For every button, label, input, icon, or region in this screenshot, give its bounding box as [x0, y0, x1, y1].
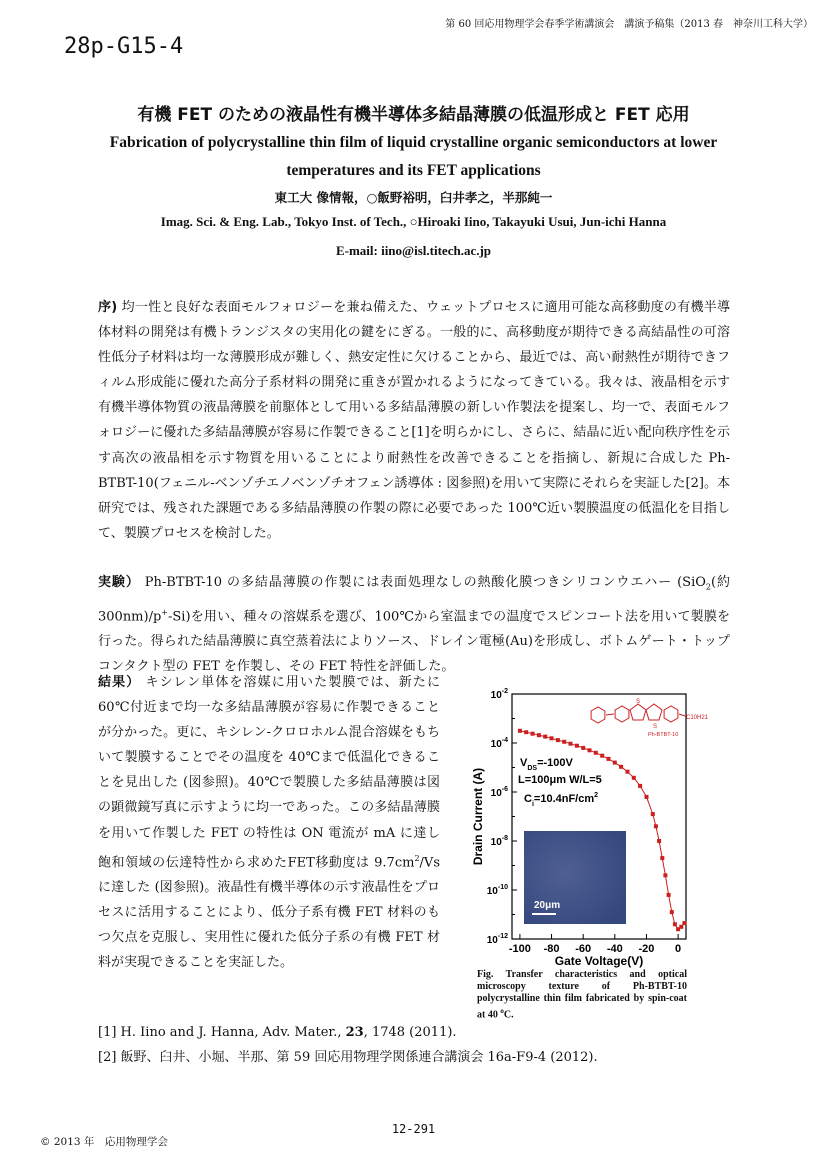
x-tick-label: 0 [675, 943, 682, 955]
ref1-text-a: [1] H. Iino and J. Hanna, Adv. Mater., [98, 1025, 346, 1040]
data-point [543, 735, 547, 739]
benzo-ring-left [615, 706, 629, 722]
channel-annotation: L=100μm W/L=5 [518, 774, 602, 786]
data-point [645, 795, 649, 799]
alkyl-bond [679, 714, 685, 716]
results-heading: 結果） [98, 675, 141, 690]
data-point [588, 748, 592, 752]
data-point [619, 765, 623, 769]
data-point [626, 770, 630, 774]
molecule-label: Ph-BTBT-10 [648, 732, 679, 738]
data-point [575, 744, 579, 748]
copyright: © 2013 年 応用物理学会 [40, 1136, 168, 1148]
capacitance-annotation: $C_i=10.4nF/cm^2$ [524, 792, 599, 808]
data-point [673, 922, 677, 926]
reference-1 [98, 1020, 598, 1045]
experiment-section [98, 570, 730, 679]
transfer-chart [462, 684, 709, 968]
data-point [581, 746, 585, 750]
intro-heading: 序) [98, 300, 118, 315]
benzo-ring-right [664, 706, 678, 722]
data-point [657, 839, 661, 843]
experiment-text-b: (約 300nm)/p [98, 575, 730, 625]
data-point [607, 757, 611, 761]
data-point [670, 910, 674, 914]
data-point [562, 740, 566, 744]
vds-annotation: $V_{DS}=-100V$ [520, 757, 573, 772]
caption-text-b: C. [503, 1009, 514, 1021]
data-point [600, 754, 604, 758]
title-english: Fabrication of polycrystalline thin film of liquid crystalline organic semiconductors at lower temperatures and its FET applications [109, 134, 718, 179]
data-point [550, 736, 554, 740]
y-tick-label: $10^{-8}$ [490, 835, 508, 848]
data-point [518, 729, 522, 733]
data-point [613, 761, 617, 765]
experiment-sup: + [161, 607, 168, 617]
experiment-text-c: -Si)を用い、種々の溶媒系を選び、100℃から室温までの温度でスピンコート法を用いて製膜を行った。得られた結晶薄膜に真空蒸着法によりソース、ドレイン電極(Au)を形成し、ボトムゲート・トップコンタクト型の FET を作製し、その FET 特性を評価した。 [98, 609, 730, 675]
y-axis-label: Drain Current (A) [471, 767, 485, 866]
experiment-heading: 実験） [98, 575, 140, 590]
thiophene-ring-2 [646, 704, 662, 720]
x-tick-label: -60 [575, 943, 592, 955]
intro-section [98, 295, 730, 546]
results-text-a: キシレン単体を溶媒に用いた製膜では、新たに 60℃付近まで均一な多結晶薄膜が容易に作製できることが分かった。更に、キシレン-クロロホルム混合溶媒をもちいて製膜することでその温度を 40℃まで低温化できることを見出した (図参照)。40℃で製膜した多結晶薄膜は図の顕微鏡写真に示すように均一であった。この多結晶薄膜を用いて作製した FET の特性は ON 電流が mA に達し飽和領域の伝達特性から求めたFET移動度は 9.7cm [98, 675, 440, 870]
y-tick-label: $10^{-4}$ [490, 737, 508, 750]
data-point [556, 738, 560, 742]
results-sup: 2 [414, 853, 420, 863]
x-axis-label: Gate Voltage(V) [554, 954, 644, 968]
data-point [594, 751, 598, 755]
data-point [531, 732, 535, 736]
scale-bar-label: 20μm [534, 900, 561, 911]
data-point [524, 730, 528, 734]
figure-caption [477, 969, 687, 1021]
data-point [660, 856, 664, 860]
title-japanese: 有機 FET のための液晶性有機半導体多結晶薄膜の低温形成と FET 応用 [137, 105, 690, 125]
caption-text-a: Fig. Transfer characteristics and optical microscopy texture of Ph-BTBT-10 polycrystalline thin film fabricated by spin-coat at 40 [477, 969, 687, 1021]
data-point [679, 925, 683, 929]
ring-bond [606, 714, 614, 715]
phenyl-ring [591, 707, 605, 723]
page-number: 12-291 [391, 1122, 436, 1136]
alkyl-label: C10H21 [686, 715, 709, 721]
y-tick-label: $10^{-12}$ [486, 933, 508, 946]
reference-2: [2] 飯野、臼井、小堀、半那、第 59 回応用物理学関係連合講演会 16a-F9-4 (2012). [98, 1050, 598, 1065]
y-tick-label: $10^{-10}$ [486, 884, 508, 897]
data-point [667, 893, 671, 897]
y-tick-label: $10^{-2}$ [490, 688, 508, 701]
x-tick-label: -20 [638, 943, 655, 955]
email-line: E-mail: iino@isl.titech.ac.jp [335, 243, 492, 258]
ref1-text-b: , 1748 (2011). [363, 1025, 457, 1040]
authors-english: Imag. Sci. & Eng. Lab., Tokyo Inst. of Tech., ○Hiroaki Iino, Takayuki Usui, Jun-ichi Hanna [160, 214, 667, 229]
sulfur-label-2: S [653, 724, 658, 730]
data-point [569, 742, 573, 746]
data-point [682, 921, 686, 925]
conference-header: 第 60 回応用物理学会春季学術講演会 講演予稿集（2013 春 神奈川工科大学） [445, 19, 813, 30]
results-text-b: /Vs に達した (図参照)。液晶性有機半導体の示す液晶性をプロセスに活用することにより、低分子系有機 FET 材料のもつ欠点を克服し、実用性に優れた低分子系の有機 FET 材料が実現できることを実証した。 [98, 854, 440, 971]
data-point [663, 873, 667, 877]
x-tick-label: -80 [543, 943, 560, 955]
data-point [654, 824, 658, 828]
references [98, 1020, 598, 1070]
authors-japanese: 東工大 像情報，○飯野裕明，臼井孝之，半那純一 [274, 190, 553, 205]
sulfur-label-1: S [636, 699, 641, 705]
ref1-volume: 23 [345, 1025, 364, 1040]
data-point [651, 812, 655, 816]
data-point [537, 733, 541, 737]
experiment-text-a: Ph-BTBT-10 の多結晶薄膜の作製には表面処理なしの熱酸化膜つきシリコンウエハー (SiO [139, 575, 706, 590]
molecule-structure [591, 704, 685, 723]
experiment-sub: 2 [705, 582, 711, 592]
results-section [98, 670, 440, 975]
thiophene-ring-1 [630, 704, 646, 720]
x-tick-label: -40 [606, 943, 623, 955]
caption-sup: o [500, 1007, 504, 1015]
intro-text: 均一性と良好な表面モルフォロジーを兼ね備えた、ウェットプロセスに適用可能な高移動度の有機半導体材料の開発は有機トランジスタの実用化の鍵をにぎる。一般的に、高移動度が期待できる高結晶性の可溶性低分子材料は均一な薄膜形成が難しく、熱安定性に欠けることから、最近では、高い耐熱性が期待できフィルム形成能に優れた高分子系材料の開発に重きが置かれるようになってきている。我々は、液晶相を示す有機半導体物質の液晶薄膜を前駆体として用いる多結晶薄膜の新しい作製法を提案し、均一で、表面モルフォロジーに優れた多結晶薄膜が容易に作製できること[1]を明らかにし、さらに、結晶に近い配向秩序性を示す高次の液晶相を示す物質を用いることにより耐熱性を改善できることを指摘し、新規に合成した Ph-BTBT-10(フェニル-ベンゾチエノベンゾチオフェン誘導体 : 図参照)を用いて実際にそれらを実証した[2]。本研究では、残された課題である多結晶薄膜の作製の際に必要であった 100℃近い製膜温度の低温化を目指して、製膜プロセスを検討した。 [98, 300, 730, 541]
paper-id: 28p-G15-4 [64, 34, 184, 59]
x-tick-label: -100 [508, 943, 531, 955]
data-point [632, 776, 636, 780]
data-point [638, 784, 642, 788]
y-tick-label: $10^{-6}$ [490, 786, 508, 799]
